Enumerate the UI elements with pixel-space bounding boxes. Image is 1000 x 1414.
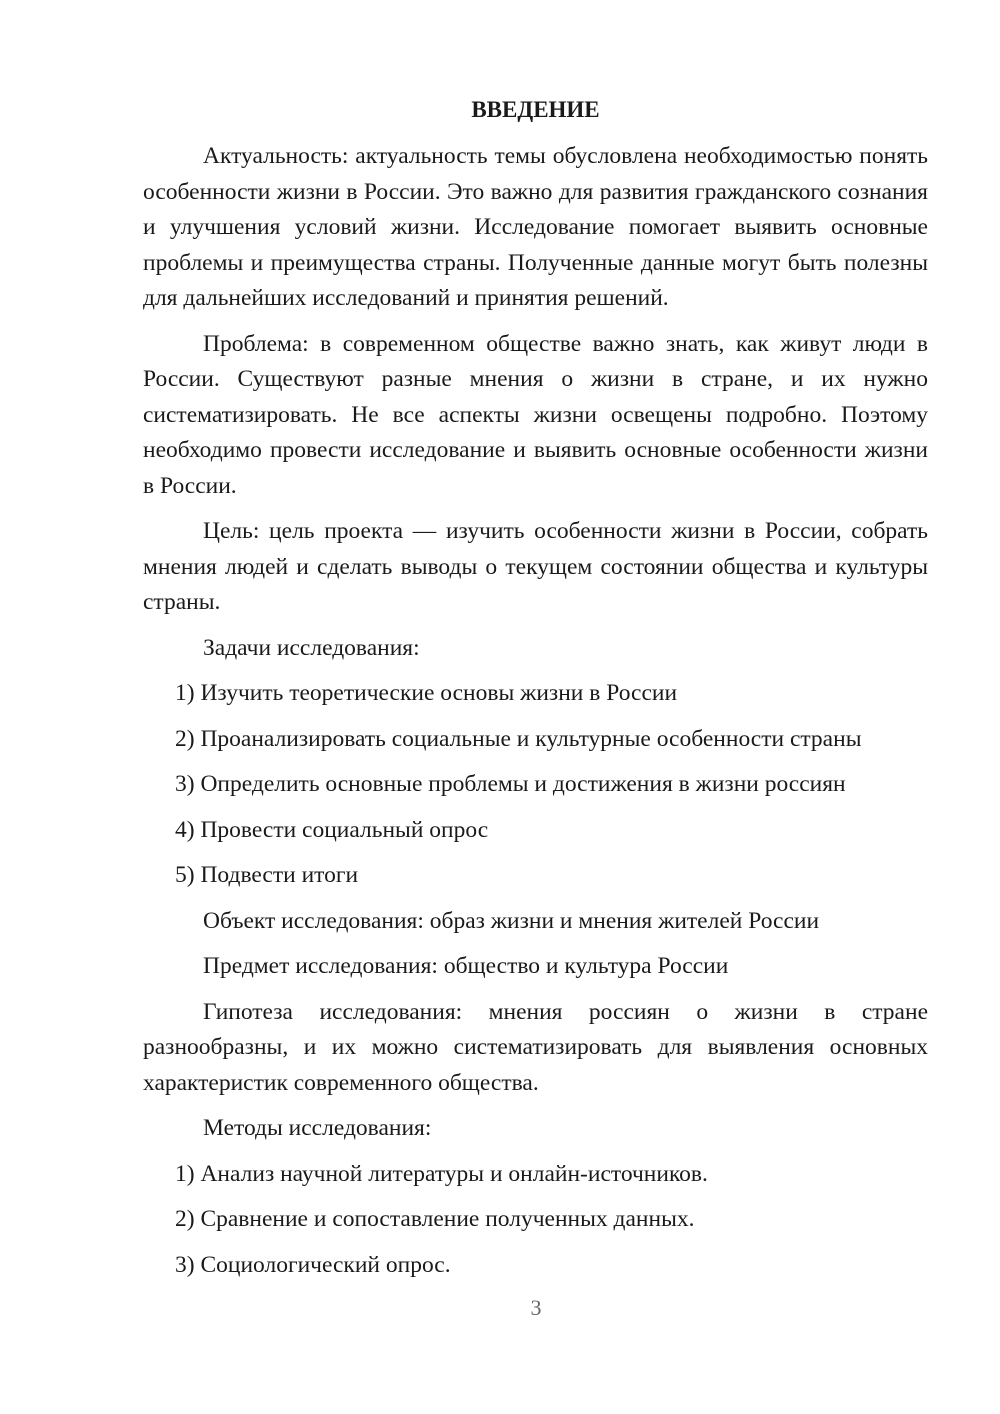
goal-paragraph: Цель: цель проекта — изучить особенности жизни в России, собрать мнения людей и сделать выводы о текущем состоянии общества и культуры страны.: [143, 518, 928, 615]
task-item-2: 2) Проанализировать социальные и культурные особенности страны: [175, 725, 862, 752]
task-item-5: 5) Подвести итоги: [175, 862, 359, 888]
method-item-1: 1) Анализ научной литературы и онлайн-источников.: [175, 1160, 708, 1187]
relevance-paragraph: Актуальность: актуальность темы обусловлена необходимостью понять особенности жизни в России. Это важно для развития гражданского сознания и улучшения условий жизни. Исследование помогает выявить основные проблемы и преимущества страны. Полученные данные могут быть полезны для дальнейших исследований и принятия решений.: [143, 143, 928, 311]
document-page: [143, 92, 928, 1283]
page-number: 3: [530, 1295, 542, 1320]
task-item-4: 4) Провести социальный опрос: [175, 816, 489, 843]
hypothesis-paragraph: Гипотеза исследования: мнения россиян о жизни в стране разнообразны, и их можно систематизировать для выявления основных характеристик современного общества.: [143, 998, 928, 1096]
subject-line: Предмет исследования: общество и культура России: [203, 953, 729, 979]
method-item-2: 2) Сравнение и сопоставление полученных данных.: [175, 1206, 695, 1232]
object-line: Объект исследования: образ жизни и мнения жителей России: [203, 907, 820, 934]
task-item-1: 1) Изучить теоретические основы жизни в России: [175, 680, 678, 706]
task-item-3: 3) Определить основные проблемы и достижения в жизни россиян: [175, 771, 846, 797]
problem-paragraph: Проблема: в современном обществе важно знать, как живут люди в России. Существуют разные мнения о жизни в стране, и их нужно систематизировать. Не все аспекты жизни освещены подробно. Поэтому необходимо провести исследование и выявить основные особенности жизни в России.: [143, 330, 928, 499]
section-heading: ВВЕДЕНИЕ: [471, 97, 600, 122]
tasks-title: Задачи исследования:: [203, 634, 420, 661]
method-item-3: 3) Социологический опрос.: [175, 1251, 451, 1278]
methods-title: Методы исследования:: [203, 1115, 432, 1141]
